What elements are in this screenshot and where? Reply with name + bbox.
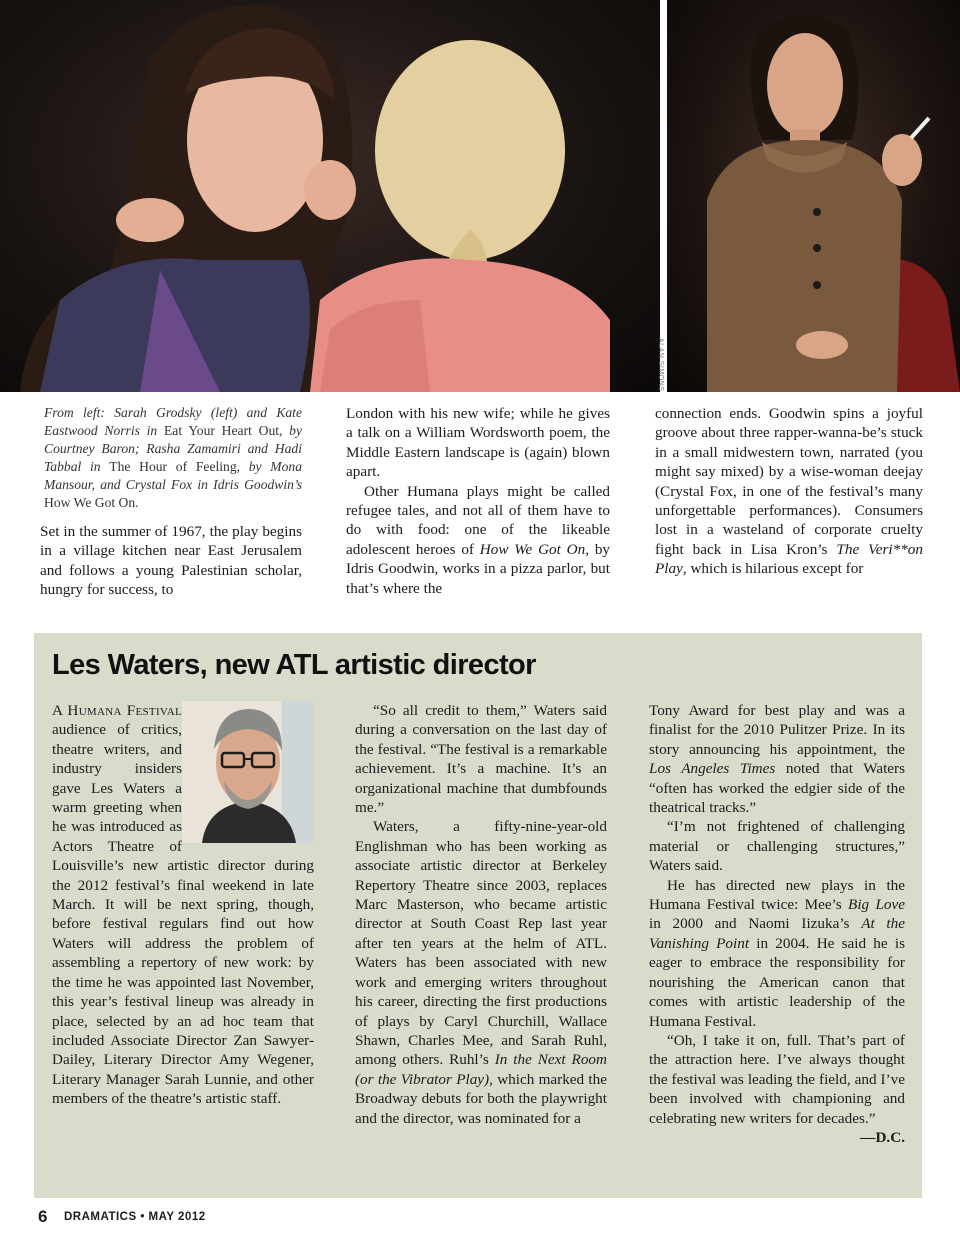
sidebar-paragraph: “Oh, I take it on, full. That’s part of the attraction here. I’ve always thought the festival was leading the field, and I’ve been involved with championing and celebrating new writers for decades.” [649,1031,905,1127]
sidebar-box [34,633,922,1198]
article-column-2 [346,404,610,598]
article-column-3 [655,404,923,579]
publication-title: Los Angeles Times [649,760,776,778]
lead-in: A Humana Festival [52,702,182,719]
sidebar-column-3 [649,701,905,1147]
caption-text: by Courtney Baron; Rasha Zamamiri and Hadi Tabbal in [44,423,303,474]
article-column-1 [40,404,302,600]
footer-publication: DRAMATICS • MAY 2012 [64,1211,206,1223]
sidebar-text: Tony Award for best play and was a finalist for the 2010 Pulitzer Prize. In its story announcing his appointment, the [649,702,905,758]
article-text: , by Idris Goodwin, works in a pizza parlor, but that’s where the [346,540,610,597]
sidebar-paragraph [649,701,905,817]
article-paragraph [655,404,923,579]
article-paragraph: Set in the summer of 1967, the play begins in a village kitchen near East Jerusalem and follows a young Palestinian scholar, hungry for success, to [40,523,302,599]
portrait-photo [182,701,314,843]
stage-photo-left-illustration [0,0,660,392]
sidebar-paragraph: “So all credit to them,” Waters said during a conversation on the last day of the festival. “The festival is a remarkable achievement. It’s a machine. It’s an organizational machine that dumbfounds me.” [355,702,607,817]
play-title: In the Next Room (or the Vibrator Play) [355,1051,607,1088]
photo-caption [44,404,302,512]
sidebar-column-2 [355,701,607,1128]
sidebar-text: He has directed new plays in the Humana Festival twice: Mee’s [649,876,905,914]
caption-text: From left: Sarah Grodsky (left) and Kate Eastwood Norris in [44,405,302,438]
caption-play-title: The Hour of Feeling, [109,459,241,474]
sidebar-paragraph: “I’m not frightened of challenging material or challenging structures,” Waters said. [649,818,905,875]
stage-photo-right [667,0,960,392]
article-paragraph [346,482,610,598]
play-title: How We Got On [479,540,586,558]
stage-photo-left [0,0,660,392]
sidebar-text: noted that Waters “often has worked the edgier side of the theatrical tracks.” [649,760,905,817]
article-text: connection ends. Goodwin spins a joyful groove about three rapper-wanna-be’s stuck in a small midwestern town, narrated (you might say mixed) by a wise-woman deejay (Crystal Fox, in one of the festival’s many unforgettable performances). Consumers lost in a wasteland of corporate cruelty fight back in Lisa Kron’s [655,405,923,558]
caption-text: by Mona Mansour, and Crystal Fox in Idris Goodwin’s [44,459,303,492]
play-title: At the Vanishing Point [649,915,905,952]
caption-play-title: Eat Your Heart Out, [163,423,283,438]
sidebar-column-1 [52,701,314,1109]
sidebar-text: , which marked the Broadway debuts for both the playwright and the director, was nominated for a [355,1070,607,1127]
page-number: 6 [38,1207,48,1226]
sidebar-text: in 2004. He said he is eager to embrace the responsibility for nourishing the American canon that comes with artistic leadership of the Humana Festival. [649,934,905,1030]
play-title: The Veri**on Play [655,540,923,578]
author-signature: —D.C. [860,1128,905,1146]
sidebar-text: Waters, a fifty-nine-year-old Englishman who has been working as associate artistic director at Berkeley Repertory Theatre since 2003, replaces Marc Masterson, who became artistic director at South Coast Rep last year after ten years at the helm of ATL. Waters has been associated with new work and emerging writers throughout his career, directing the first productions of plays by Caryl Churchill, Wallace Shawn, Charles Mee, and Sarah Ruhl, among others. Ruhl’s [355,818,607,1069]
portrait-illustration [182,701,314,843]
play-title: Big Love [848,896,905,914]
sidebar-text: audience of critics, theatre writers, and industry insiders gave Les Waters a warm greeting when he was introduced as Actors Theatre of Louisville’s new artistic director during the 2012 festival’s final weekend in late March. It will be next spring, though, before festival regulars find out how Waters will address the problem of assembling a repertory of new work: by the time he was appointed last November, this year’s festival lineup was already in place, selected by an ad hoc team that included Associate Director Zan Sawyer-Dailey, Literary Director Amy Wegener, Literary Manager Sarah Lunnie, and other members of the theatre’s artistic staff. [52,721,314,1108]
article-text: Other Humana plays might be called refugee tales, and not all of them have to do with food: one of the likeable adolescent heroes of [346,482,610,558]
caption-play-title: How We Got On. [44,495,139,510]
stage-photo-right-illustration [667,0,960,392]
article-text: , which is hilarious except for [682,560,864,578]
sidebar-title: Les Waters, new ATL artistic director [52,649,536,681]
sidebar-text: in 2000 and Naomi Iizuka’s [649,915,862,933]
sidebar-paragraph [649,876,905,1031]
article-paragraph: London with his new wife; while he gives a talk on a William Wordsworth poem, the Middle Eastern landscape is (again) blown apart. [346,405,610,481]
sidebar-paragraph [355,817,607,1128]
photo-credit: ALAN SIMONS [657,338,664,392]
